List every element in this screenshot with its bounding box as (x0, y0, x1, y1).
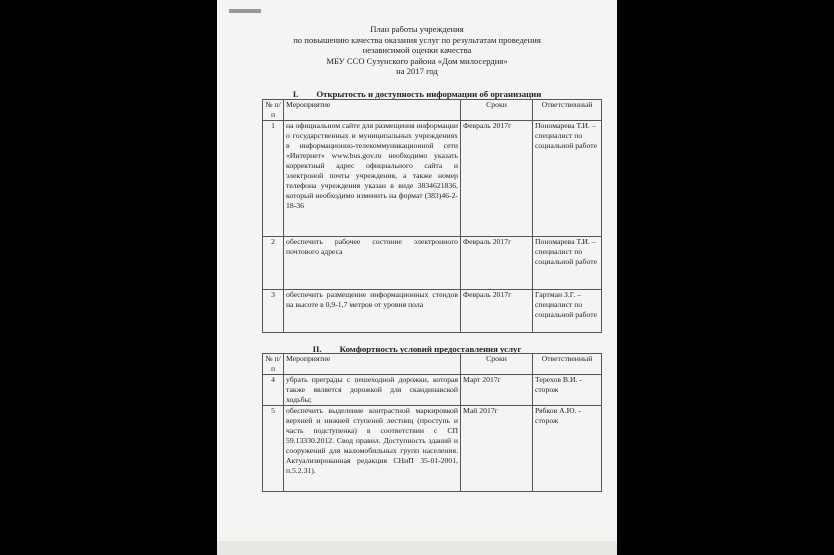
row-activity: обеспечить размещение информационных стендов на высоте в 0,9-1,7 метров от уровня пола (284, 290, 461, 333)
header-responsible: Ответственный (533, 354, 602, 375)
table-header-row (263, 100, 602, 121)
row-deadline: Февраль 2017г (461, 290, 533, 333)
table-header-row (263, 354, 602, 375)
title-line: независимой оценки качества (362, 45, 472, 56)
row-deadline: Май 2017г (461, 406, 533, 492)
row-num: 4 (263, 375, 284, 406)
header-num: № п/п (263, 100, 284, 121)
plan-table-section-2 (262, 353, 602, 492)
row-responsible: Гартман З.Г. – специалист по социальной работе (533, 290, 602, 333)
header-deadline: Сроки (461, 100, 533, 121)
row-responsible: Терехов В.И. - сторож (533, 375, 602, 406)
row-activity: на официальном сайте для размещения информации о государственных и муниципальных учреждениях в информационно-телекоммуникационной сети «Интернет» www.bus.gov.ru необходимо указать корректный адрес официального сайта и электроной почты учреждения, а также номер телефона учреждения указан в виде 3834621836, который необходимо изменить на формат (383)46-2-18-36 (284, 121, 461, 237)
header-deadline: Сроки (461, 354, 533, 375)
title-line: План работы учреждения (370, 24, 464, 34)
table-row (263, 375, 602, 406)
table-row (263, 406, 602, 492)
section-title: Открытость и доступность информации об организации (316, 89, 542, 99)
table-row (263, 237, 602, 290)
row-responsible: Пономарева Т.И. – специалист по социальной работе (533, 121, 602, 237)
table-row (263, 290, 602, 333)
document-title (217, 24, 617, 77)
section-title: Комфортность условий предоставления услуг (339, 344, 522, 354)
row-num: 2 (263, 237, 284, 290)
row-activity: обеспечить рабочее состоние электронного почтового адреса (284, 237, 461, 290)
row-responsible: Рябков А.Ю. - сторож (533, 406, 602, 492)
row-num: 5 (263, 406, 284, 492)
header-responsible: Ответственный (533, 100, 602, 121)
title-line: на 2017 год (396, 66, 438, 77)
section-number: II. (312, 344, 322, 354)
section-number: I. (292, 89, 299, 99)
document-page (217, 0, 617, 555)
title-line: МБУ ССО Сузунского района «Дом милосердия» (326, 55, 508, 66)
row-num: 1 (263, 121, 284, 237)
row-responsible: Пономарева Т.И. – специалист по социальной работе (533, 237, 602, 290)
section-heading-1 (217, 89, 617, 99)
title-line: по повышению качества оказания услуг по результатам проведения (293, 34, 541, 45)
header-num: № п/п (263, 354, 284, 375)
page-bottom-edge (217, 541, 617, 555)
header-activity: Мероприятие (284, 100, 461, 121)
header-activity: Мероприятие (284, 354, 461, 375)
row-num: 3 (263, 290, 284, 333)
table-row (263, 121, 602, 237)
row-deadline: Февраль 2017г (461, 121, 533, 237)
row-activity: убрать преграды с пешеходной дорожки, которая также является дорожкой для скандинавской ходьбы; (284, 375, 461, 406)
row-deadline: Март 2017г (461, 375, 533, 406)
row-activity: обеспечить выделение контрастной маркировкой верхней и нижней ступеней лестниц (проступь и часть подступенка) в соответствии с СП 59.13330.2012. Свод правил. Доступность зданий и сооружений для маломобильных групп населения. Актуализированная редакция СНиП 35-01-2001, п.5.2.31). (284, 406, 461, 492)
row-deadline: Февраль 2017г (461, 237, 533, 290)
scan-mark (229, 9, 261, 13)
plan-table-section-1 (262, 99, 602, 333)
